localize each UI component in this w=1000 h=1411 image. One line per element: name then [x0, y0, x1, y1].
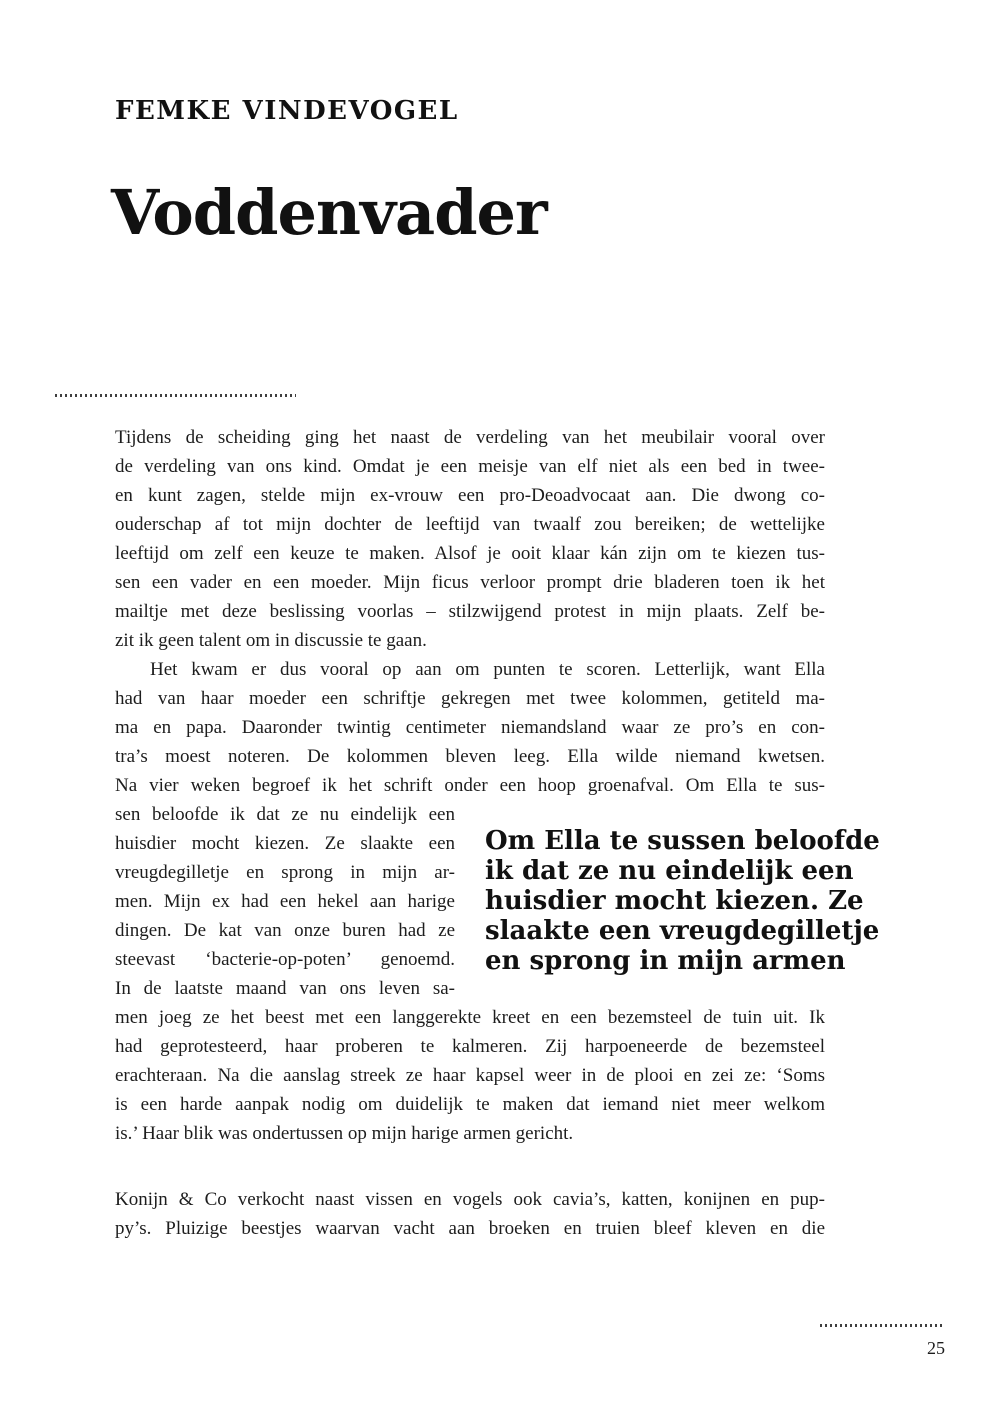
text-line: py’s. Pluizige beestjes waarvan vacht aan broeken en truien bleef kleven en die [115, 1218, 825, 1239]
chapter-title: Voddenvader [111, 176, 547, 249]
paragraph-2-resume [115, 1003, 825, 1148]
paragraph-1 [115, 423, 825, 655]
text-line: huisdier mocht kiezen. Ze slaakte een [115, 833, 455, 854]
text-line: men. Mijn ex had een hekel aan harige [115, 891, 455, 912]
text-line: erachteraan. Na die aanslag streek ze haar kapsel weer in de plooi en zei ze: ‘Soms [115, 1065, 825, 1086]
text-line: Tijdens de scheiding ging het naast de verdeling van het meubilair vooral over [115, 427, 825, 448]
text-line: is.’ Haar blik was ondertussen op mijn harige armen gericht. [115, 1123, 574, 1144]
dotted-rule-top [55, 394, 296, 397]
page-number: 25 [927, 1338, 945, 1358]
text-line: Konijn & Co verkocht naast vissen en vogels ook cavia’s, katten, konijnen en pup- [115, 1189, 825, 1210]
text-line: had geprotesteerd, haar proberen te kalmeren. Zij harpoeneerde de bezemsteel [115, 1036, 825, 1057]
paragraph-2-start [115, 655, 825, 800]
text-line: Het kwam er dus vooral op aan om punten te scoren. Letterlijk, want Ella [150, 659, 825, 680]
text-line: tra’s moest noteren. De kolommen bleven leeg. Ella wilde niemand kwetsen. [115, 746, 825, 767]
text-line: ik dat ze nu eindelijk een [485, 856, 854, 886]
author-name: FEMKE VINDEVOGEL [115, 96, 459, 126]
text-line: zit ik geen talent om in discussie te gaan. [115, 630, 427, 651]
text-line: huisdier mocht kiezen. Ze [485, 886, 864, 916]
text-line: sen beloofde ik dat ze nu eindelijk een [115, 804, 455, 825]
text-line: steevast ‘bacterie-op-poten’ genoemd. [115, 949, 455, 970]
text-line: had van haar moeder een schriftje gekregen met twee kolommen, getiteld ma- [115, 688, 825, 709]
dotted-rule-bottom [820, 1324, 944, 1327]
text-line: Na vier weken begroef ik het schrift onder een hoop groenafval. Om Ella te sus- [115, 775, 825, 796]
text-line: ma en papa. Daaronder twintig centimeter niemandsland waar ze pro’s en con- [115, 717, 825, 738]
paragraph-2-left-column [115, 800, 455, 1003]
text-line: slaakte een vreugdegilletje [485, 916, 880, 946]
text-line: ouderschap af tot mijn dochter de leeftijd van twaalf zou bereiken; de wettelijke [115, 514, 825, 535]
text-line: mailtje met deze beslissing voorlas – stilzwijgend protest in mijn plaats. Zelf be- [115, 601, 825, 622]
text-line: en sprong in mijn armen [485, 946, 846, 976]
text-line: de verdeling van ons kind. Omdat je een meisje van elf niet als een bed in twee- [115, 456, 825, 477]
text-wrap-row [115, 800, 880, 1003]
text-line: sen een vader en een moeder. Mijn ficus verloor prompt drie bladeren toen ik het [115, 572, 825, 593]
text-line: Om Ella te sussen beloofde [485, 826, 880, 856]
pull-quote [485, 826, 880, 976]
text-line: men joeg ze het beest met een langgerekte kreet en een bezemsteel de tuin uit. Ik [115, 1007, 825, 1028]
text-line: en kunt zagen, stelde mijn ex-vrouw een pro-Deoadvocaat aan. Die dwong co- [115, 485, 825, 506]
text-line: vreugdegilletje en sprong in mijn ar- [115, 862, 455, 883]
text-line: In de laatste maand van ons leven sa- [115, 978, 455, 999]
body-text [115, 423, 880, 1243]
paragraph-3 [115, 1185, 825, 1243]
text-line: is een harde aanpak nodig om duidelijk te maken dat iemand niet meer welkom [115, 1094, 825, 1115]
text-line: leeftijd om zelf een keuze te maken. Alsof je ooit klaar kán zijn om te kiezen tus- [115, 543, 825, 564]
text-line: dingen. De kat van onze buren had ze [115, 920, 455, 941]
